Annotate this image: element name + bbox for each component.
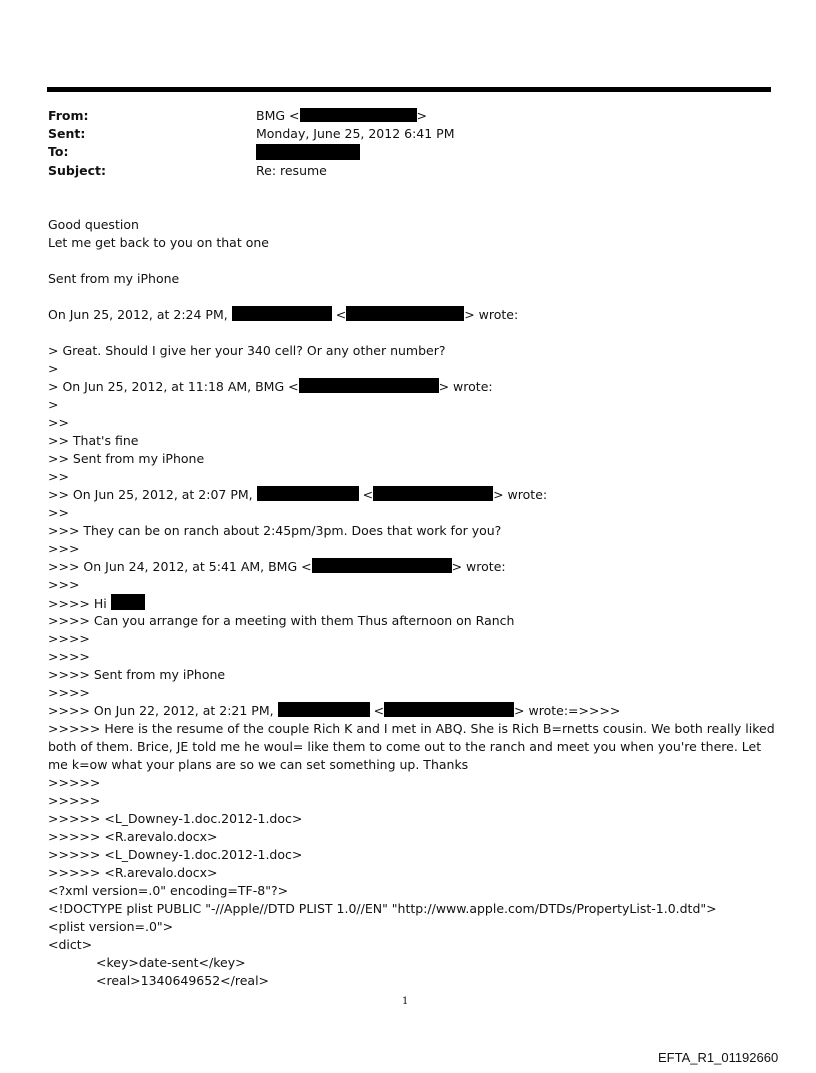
body-line xyxy=(48,558,778,576)
text-segment: > wrote:=>>>> xyxy=(514,703,621,718)
xml-line: <dict> xyxy=(48,937,93,952)
redaction-block xyxy=(111,594,145,610)
from-label: From: xyxy=(48,108,89,123)
body-line: >>> xyxy=(48,577,80,592)
attachment-line: >>>>> <L_Downey-1.doc.2012-1.doc> xyxy=(48,847,303,862)
text-segment: > wrote: xyxy=(451,559,506,574)
body-line: >>>>> xyxy=(48,775,101,790)
text-segment: < xyxy=(373,703,385,718)
body-line xyxy=(48,306,778,324)
email-body xyxy=(48,216,778,990)
xml-line: <plist version=.0"> xyxy=(48,919,174,934)
from-name: BMG < xyxy=(256,108,300,123)
body-line: >> xyxy=(48,415,69,430)
text-segment: < xyxy=(362,487,374,502)
body-line: >>>> xyxy=(48,685,90,700)
body-line: >>> They can be on ranch about 2:45pm/3pm. Does that work for you? xyxy=(48,523,502,538)
body-line: >>>> xyxy=(48,631,90,646)
text-segment: >>>> Hi xyxy=(48,596,107,611)
body-line: >> xyxy=(48,505,69,520)
subject-label: Subject: xyxy=(48,163,106,178)
from-value xyxy=(256,108,427,123)
page-number: 1 xyxy=(402,996,409,1007)
text-segment: >>> On Jun 24, 2012, at 5:41 AM, BMG < xyxy=(48,559,312,574)
redaction-block xyxy=(384,702,514,717)
redaction-block xyxy=(257,486,359,501)
text-segment: >>>> On Jun 22, 2012, at 2:21 PM, xyxy=(48,703,274,718)
blank-line xyxy=(48,252,778,270)
xml-line: <!DOCTYPE plist PUBLIC "-//Apple//DTD PLIST 1.0//EN" "http://www.apple.com/DTDs/PropertyList-1.0.dtd"> xyxy=(48,901,717,916)
attachment-line: >>>>> <R.arevalo.docx> xyxy=(48,829,218,844)
body-line: Good question xyxy=(48,217,139,232)
body-line: >> Sent from my iPhone xyxy=(48,451,205,466)
subject-value: Re: resume xyxy=(256,163,327,178)
redaction-block xyxy=(232,306,332,321)
redaction-block xyxy=(373,486,493,501)
header-rule xyxy=(47,87,771,92)
blank-line xyxy=(48,288,778,306)
body-line: Let me get back to you on that one xyxy=(48,235,269,250)
body-line xyxy=(48,486,778,504)
redaction-block xyxy=(346,306,464,321)
body-line xyxy=(48,378,778,396)
text-segment: On Jun 25, 2012, at 2:24 PM, xyxy=(48,307,228,322)
to-label: To: xyxy=(48,144,69,159)
blank-line xyxy=(48,324,778,342)
text-segment: > wrote: xyxy=(464,307,519,322)
redaction-block xyxy=(312,558,452,573)
body-line: >> xyxy=(48,469,69,484)
body-line xyxy=(48,702,778,720)
body-line: > xyxy=(48,397,59,412)
body-line: Sent from my iPhone xyxy=(48,271,180,286)
body-line: >>> xyxy=(48,541,80,556)
redaction-block xyxy=(256,144,360,160)
attachment-line: >>>>> <L_Downey-1.doc.2012-1.doc> xyxy=(48,811,303,826)
body-paragraph: >>>>> Here is the resume of the couple Rich K and I met in ABQ. She is Rich B=rnetts cousin. We both really liked both of them. Brice, JE told me he woul= like them to come out to the ranch and meet you when you're there. Let me k=ow what your plans are so we can set something up. Thanks xyxy=(48,721,775,772)
body-line: >>>> Sent from my iPhone xyxy=(48,667,226,682)
text-segment: < xyxy=(335,307,347,322)
text-segment: > wrote: xyxy=(493,487,548,502)
attachment-line: >>>>> <R.arevalo.docx> xyxy=(48,865,218,880)
body-line: >>>>> xyxy=(48,793,101,808)
redaction-block xyxy=(300,108,417,122)
body-line: >>>> Can you arrange for a meeting with them Thus afternoon on Ranch xyxy=(48,613,515,628)
xml-line: <?xml version=.0" encoding=TF-8"?> xyxy=(48,883,289,898)
redaction-block xyxy=(299,378,439,393)
text-segment: >> On Jun 25, 2012, at 2:07 PM, xyxy=(48,487,253,502)
body-line xyxy=(48,594,778,612)
body-line: >> That's fine xyxy=(48,433,139,448)
redaction-block xyxy=(278,702,370,717)
to-value xyxy=(256,144,360,161)
text-segment: > wrote: xyxy=(438,379,493,394)
from-close: > xyxy=(416,108,427,123)
sent-label: Sent: xyxy=(48,126,86,141)
body-line: > xyxy=(48,361,59,376)
body-line: >>>> xyxy=(48,649,90,664)
xml-line: <real>1340649652</real> xyxy=(96,973,270,988)
xml-line: <key>date-sent</key> xyxy=(96,955,246,970)
sent-value: Monday, June 25, 2012 6:41 PM xyxy=(256,126,455,141)
body-line: > Great. Should I give her your 340 cell? Or any other number? xyxy=(48,343,446,358)
text-segment: > On Jun 25, 2012, at 11:18 AM, BMG < xyxy=(48,379,299,394)
document-id: EFTA_R1_01192660 xyxy=(658,1050,779,1065)
